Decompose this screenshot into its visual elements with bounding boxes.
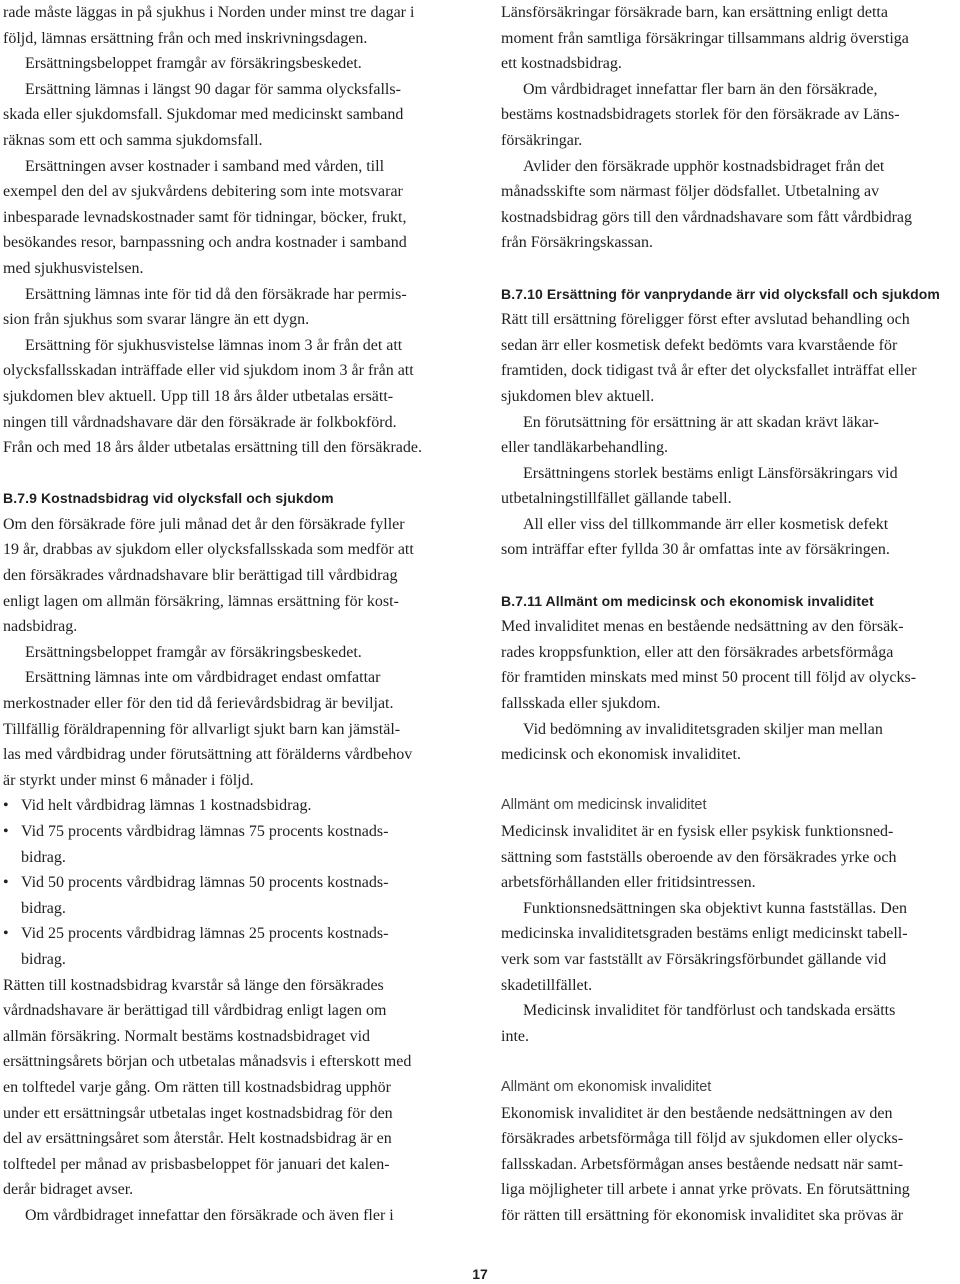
spacer xyxy=(501,563,959,589)
body-line: sjukdomen blev aktuell. xyxy=(501,387,655,405)
bullet-continuation: bidrag. xyxy=(21,950,66,968)
body-line: ett kostnadsbidrag. xyxy=(501,55,622,73)
body-line: Ersättning lämnas i längst 90 dagar för samma olycksfalls- xyxy=(25,80,401,98)
body-line: bestäms kostnadsbidragets storlek för den försäkrade av Läns- xyxy=(501,106,900,124)
body-line: sedan ärr eller kosmetisk defekt bedömts vara kvarstående för xyxy=(501,336,898,354)
body-line: är styrkt under minst 6 månader i följd. xyxy=(3,771,254,789)
body-line: besökandes resor, barnpassning och andra kostnader i samband xyxy=(3,234,407,252)
bullet-text: Vid 50 procents vårdbidrag lämnas 50 procents kostnads- xyxy=(21,874,389,892)
body-line: medicinsk och ekonomisk invaliditet. xyxy=(501,746,741,764)
right-column xyxy=(501,0,959,1229)
body-line: rades kroppsfunktion, eller att den försäkrades arbetsförmåga xyxy=(501,643,894,661)
bullet-text: Vid 25 procents vårdbidrag lämnas 25 procents kostnads- xyxy=(21,925,389,943)
body-line: Rätten till kostnadsbidrag kvarstår så länge den försäkrades xyxy=(3,976,384,994)
body-line: för framtiden minskats med minst 50 procent till följd av olycks- xyxy=(501,669,917,687)
body-line: moment från samtliga försäkringar tillsammans aldrig överstiga xyxy=(501,29,909,47)
body-line: Ersättning lämnas inte för tid då den försäkrade har permis- xyxy=(25,285,407,303)
bullet-item xyxy=(3,819,463,845)
body-line: skada eller sjukdomsfall. Sjukdomar med medicinskt samband xyxy=(3,106,404,124)
bullet-mark: • xyxy=(3,797,9,815)
body-line: Rätt till ersättning föreligger först efter avslutad behandling och xyxy=(501,311,910,329)
spacer xyxy=(501,256,959,282)
left-column xyxy=(3,0,463,1229)
body-line: Funktionsnedsättningen ska objektivt kunna fastställas. Den xyxy=(523,899,907,917)
body-line: Från och med 18 års ålder utbetalas ersättning till den försäkrade. xyxy=(3,439,422,457)
body-line: som inträffar efter fyllda 30 år omfattas inte av försäkringen. xyxy=(501,541,890,559)
body-line: inbesparade levnadskostnader samt för tidningar, böcker, frukt, xyxy=(3,208,407,226)
body-line: derår bidraget avser. xyxy=(3,1181,134,1199)
spacer xyxy=(3,461,463,487)
section-heading-b711: B.7.11 Allmänt om medicinsk och ekonomisk invaliditet xyxy=(501,592,874,609)
body-line: en tolftedel varje gång. Om rätten till kostnadsbidrag upphör xyxy=(3,1078,391,1096)
body-line: försäkrades arbetsförmåga till följd av sjukdomen eller olycks- xyxy=(501,1130,904,1148)
body-line: las med vårdbidrag under förutsättning att förälderns vårdbehov xyxy=(3,746,413,764)
bullet-text: Vid helt vårdbidrag lämnas 1 kostnadsbidrag. xyxy=(21,797,312,815)
page-number: 17 xyxy=(472,1266,488,1282)
spacer xyxy=(501,768,959,794)
body-line: nadsbidrag. xyxy=(3,618,78,636)
body-line: liga möjligheter till arbete i annat yrke prövats. En förutsättning xyxy=(501,1181,910,1199)
bullet-text: Vid 75 procents vårdbidrag lämnas 75 procents kostnads- xyxy=(21,823,389,840)
body-line: Med invaliditet menas en bestående nedsättning av den försäk- xyxy=(501,618,904,636)
body-line: rade måste läggas in på sjukhus i Norden under minst tre dagar i xyxy=(3,4,415,21)
spacer xyxy=(501,1049,959,1075)
body-line: Medicinsk invaliditet för tandförlust och tandskada ersätts xyxy=(523,1002,896,1020)
body-line: All eller viss del tillkommande ärr eller kosmetisk defekt xyxy=(523,515,889,533)
body-line: skadetillfället. xyxy=(501,976,593,994)
subheading-ekonomisk: Allmänt om ekonomisk invaliditet xyxy=(501,1078,712,1095)
body-line: sjukdomen blev aktuell. Upp till 18 års ålder utbetalas ersätt- xyxy=(3,387,394,405)
body-line: Om vårdbidraget innefattar fler barn än den försäkrade, xyxy=(523,80,878,98)
body-line: framtiden, dock tidigast två år efter det olycksfallet inträffat eller xyxy=(501,362,917,380)
bullet-continuation: bidrag. xyxy=(21,848,66,866)
body-line: merkostnader eller för den tid då ferievårdsbidrag är beviljat. xyxy=(3,695,394,713)
body-line: under ett ersättningsår utbetalas inget kostnadsbidrag för den xyxy=(3,1104,393,1122)
bullet-item xyxy=(3,921,463,947)
body-line: för rätten till ersättning för ekonomisk invaliditet ska prövas är xyxy=(501,1206,904,1224)
body-line: från Försäkringskassan. xyxy=(501,234,653,252)
bullet-mark: • xyxy=(3,874,9,892)
body-line: fallsskada eller sjukdom. xyxy=(501,695,661,713)
body-line: med sjukhusvistelsen. xyxy=(3,259,144,277)
body-line: kostnadsbidrag görs till den vårdnadshavare som fått vårdbidrag xyxy=(501,208,912,226)
body-line: del av ersättningsåret som återstår. Helt kostnadsbidrag är en xyxy=(3,1130,392,1148)
body-line: arbetsförhållanden eller fritidsintressen. xyxy=(501,874,756,892)
body-line: vårdnadshavare är berättigad till vårdbidrag enligt lagen om xyxy=(3,1002,387,1020)
body-line: Vid bedömning av invaliditetsgraden skiljer man mellan xyxy=(523,720,883,738)
body-line: inte. xyxy=(501,1027,529,1045)
bullet-mark: • xyxy=(3,925,9,943)
body-line: Avlider den försäkrade upphör kostnadsbidraget från det xyxy=(523,157,885,175)
body-line: Om den försäkrade före juli månad det år den försäkrade fyller xyxy=(3,515,405,533)
body-line: exempel den del av sjukvårdens debitering som inte motsvarar xyxy=(3,183,403,201)
body-line: eller tandläkarbehandling. xyxy=(501,439,669,457)
body-line: verk som var fastställt av Försäkringsförbundet gällande vid xyxy=(501,950,887,968)
body-line: försäkringar. xyxy=(501,131,583,149)
body-line: Ersättning för sjukhusvistelse lämnas inom 3 år från det att xyxy=(25,336,403,354)
body-line: Ersättningsbeloppet framgår av försäkringsbeskedet. xyxy=(25,643,362,661)
bullet-item xyxy=(3,870,463,896)
body-line: Tillfällig föräldrapenning för allvarligt sjukt barn kan jämstäl- xyxy=(3,720,401,738)
body-line: Ersättning lämnas inte om vårdbidraget endast omfattar xyxy=(25,669,381,687)
body-line: 19 år, drabbas av sjukdom eller olycksfallsskada som medför att xyxy=(3,541,414,559)
body-line: sättning som fastställs oberoende av den försäkrades yrke och xyxy=(501,848,897,866)
body-line: ningen till vårdnadshavare där den försäkrade är folkbokförd. xyxy=(3,413,397,431)
bullet-item xyxy=(3,793,463,819)
body-line: tolftedel per månad av prisbasbeloppet för januari det kalen- xyxy=(3,1155,390,1173)
body-line: ersättningsårets början och utbetalas månadsvis i efterskott med xyxy=(3,1053,412,1071)
body-line: Ekonomisk invaliditet är den bestående nedsättningen av den xyxy=(501,1104,893,1122)
body-line: sion från sjukhus som svarar längre än ett dygn. xyxy=(3,311,310,329)
body-line: räknas som ett och samma sjukdomsfall. xyxy=(3,131,263,149)
body-line: Ersättningen avser kostnader i samband med vården, till xyxy=(25,157,385,175)
bullet-continuation: bidrag. xyxy=(21,899,66,917)
body-line: enligt lagen om allmän försäkring, lämnas ersättning för kost- xyxy=(3,592,399,610)
body-line: utbetalningstillfället gällande tabell. xyxy=(501,490,732,508)
subheading-medicinsk: Allmänt om medicinsk invaliditet xyxy=(501,797,707,814)
body-line: Ersättningens storlek bestäms enligt Länsförsäkringars vid xyxy=(523,464,898,482)
bullet-mark: • xyxy=(3,823,9,840)
body-line: månadsskifte som närmast följer dödsfallet. Utbetalning av xyxy=(501,183,880,201)
body-line: den försäkrades vårdnadshavare blir berättigad till vårdbidrag xyxy=(3,567,398,585)
body-line: Medicinsk invaliditet är en fysisk eller psykisk funktionsned- xyxy=(501,823,894,840)
section-heading-b79: B.7.9 Kostnadsbidrag vid olycksfall och sjukdom xyxy=(3,490,334,507)
body-line: följd, lämnas ersättning från och med inskrivningsdagen. xyxy=(3,29,368,47)
body-line: Om vårdbidraget innefattar den försäkrade och även fler i xyxy=(25,1206,394,1224)
section-heading-b710: B.7.10 Ersättning för vanprydande ärr vid olycksfall och sjukdom xyxy=(501,285,940,302)
body-line: Länsförsäkringar försäkrade barn, kan ersättning enligt detta xyxy=(501,4,888,21)
body-line: En förutsättning för ersättning är att skadan krävt läkar- xyxy=(523,413,879,431)
body-line: Ersättningsbeloppet framgår av försäkringsbeskedet. xyxy=(25,55,362,73)
body-line: olycksfallsskadan inträffade eller vid sjukdom inom 3 år från att xyxy=(3,362,414,380)
body-line: fallsskadan. Arbetsförmågan anses bestående nedsatt när samt- xyxy=(501,1155,904,1173)
body-line: allmän försäkring. Normalt bestäms kostnadsbidraget vid xyxy=(3,1027,371,1045)
body-line: medicinska invaliditetsgraden bestäms enligt medicinskt tabell- xyxy=(501,925,908,943)
